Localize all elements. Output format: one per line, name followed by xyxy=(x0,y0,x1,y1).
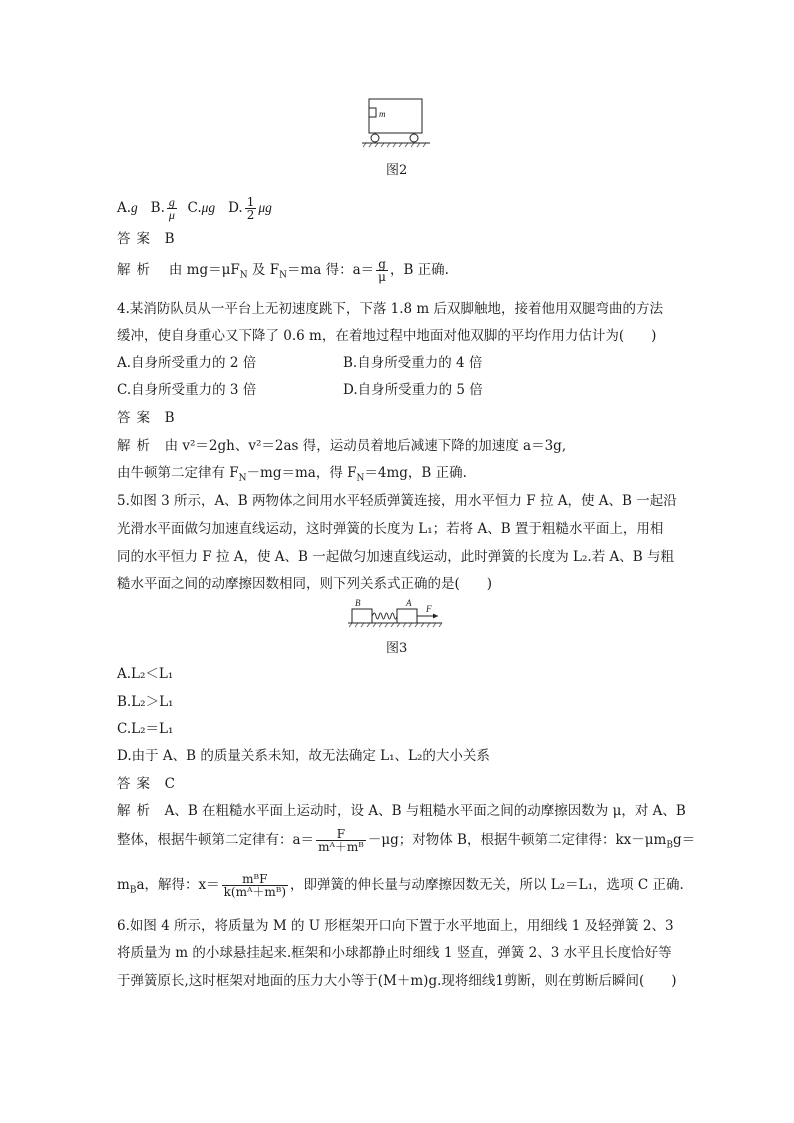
q4-stem-line-2: 缓冲，使自身重心又下降了 0.6 m，在着地过程中地面对他双脚的平均作用力估计为( ) xyxy=(117,328,657,344)
q4-option-a: A.自身所受重力的 2 倍 xyxy=(117,355,257,371)
q4-analysis-line-1: 解析 由 v²＝2gh、v²＝2as 得，运动员着地后减速下降的加速度 a＝3g, xyxy=(117,438,567,454)
q5-option-d: D.由于 A、B 的质量关系未知，故无法确定 L₁、L₂的大小关系 xyxy=(117,748,490,764)
q5-analysis-line-3: $m_Ba$，解得：x＝ $\frac{\text{mᴮF}}{\text{k(mᴬ＋mᴮ)}}$ ，即弹簧的伸长量与动摩擦因数无关，所以 L₂＝L₁，选项 C 正确. xyxy=(117,872,684,899)
q6-stem-line-3: 于弹簧原长,这时框架对地面的压力大小等于(M＋m)g.现将细线1剪断，则在剪断后瞬间( ) xyxy=(117,973,677,989)
q6-stem-line-1: 6.如图 4 所示，将质量为 M 的 U 形框架开口向下置于水平地面上，用细线 1 及轻弹簧 2、3 xyxy=(117,918,674,934)
q5-analysis-line-1: 解析 A、B 在粗糙水平面上运动时，设 A、B 与粗糙水平面之间的动摩擦因数为 μ，对 A、B xyxy=(117,803,686,819)
q4-analysis-line-2: 由牛顿第二定律有 $F_N-mg=ma$，得 $F_N=4mg$，B 正确. xyxy=(117,465,467,484)
q5-option-a: A.L₂＜L₁ xyxy=(117,666,174,682)
figure-3-spring-blocks-diagram xyxy=(348,597,444,631)
q5-analysis-line-2: 整体，根据牛顿第二定律有：a＝ $\frac{F}{\text{mᴬ＋mᴮ}}$ －μg；对物体 B，根据牛顿第二定律得：$kx-\mu m_Bg=$ xyxy=(117,827,696,854)
q5-stem-line-3: 同的水平恒力 F 拉 A，使 A、B 一起做匀加速直线运动，此时弹簧的长度为 L₂.若 A、B 与粗 xyxy=(117,549,674,565)
q6-stem-line-2: 将质量为 m 的小球悬挂起来.框架和小球都静止时细线 1 竖直，弹簧 2、3 水平且长度恰好等 xyxy=(117,945,672,961)
q5-option-b: B.L₂＞L₁ xyxy=(117,694,174,710)
q4-option-c: C.自身所受重力的 3 倍 xyxy=(117,382,257,398)
q5-answer: 答案 C xyxy=(117,776,175,792)
figure-2-cart-diagram xyxy=(362,96,432,152)
fig3-label-f: F xyxy=(426,604,432,614)
q3-options: A.g B. $\frac{g}{\mu}$ C.μg D. $\frac{1}{2}$ μg xyxy=(117,195,272,222)
q3-answer: 答案 B xyxy=(117,231,175,247)
q5-stem-line-4: 糙水平面之间的动摩擦因数相同，则下列关系式正确的是( ) xyxy=(117,576,493,592)
fig2-mass-label: m xyxy=(379,109,386,119)
figure-2-caption: 图2 xyxy=(386,163,408,178)
figure-3-caption: 图3 xyxy=(386,641,408,656)
q4-stem-line-1: 4.某消防队员从一平台上无初速度跳下，下落 1.8 m 后双脚触地，接着他用双腿弯曲的方法 xyxy=(117,301,664,317)
q3-analysis: 解析 由 $mg=\mu F_N$ 及 $F_N=ma$ 得：a＝ $\frac{g}{\mu}$ ，B 正确. xyxy=(117,257,449,284)
q4-answer: 答案 B xyxy=(117,410,175,426)
q5-stem-line-1: 5.如图 3 所示，A、B 两物体之间用水平轻质弹簧连接，用水平恒力 F 拉 A，使 A、B 一起沿 xyxy=(117,493,677,509)
q5-option-c: C.L₂＝L₁ xyxy=(117,721,174,737)
q4-option-d: D.自身所受重力的 5 倍 xyxy=(343,382,483,398)
q4-option-b: B.自身所受重力的 4 倍 xyxy=(343,355,483,371)
fig3-label-a: A xyxy=(406,598,412,608)
q5-stem-line-2: 光滑水平面做匀加速直线运动，这时弹簧的长度为 L₁；若将 A、B 置于粗糙水平面上，用相 xyxy=(117,521,664,537)
fig3-label-b: B xyxy=(355,598,361,608)
